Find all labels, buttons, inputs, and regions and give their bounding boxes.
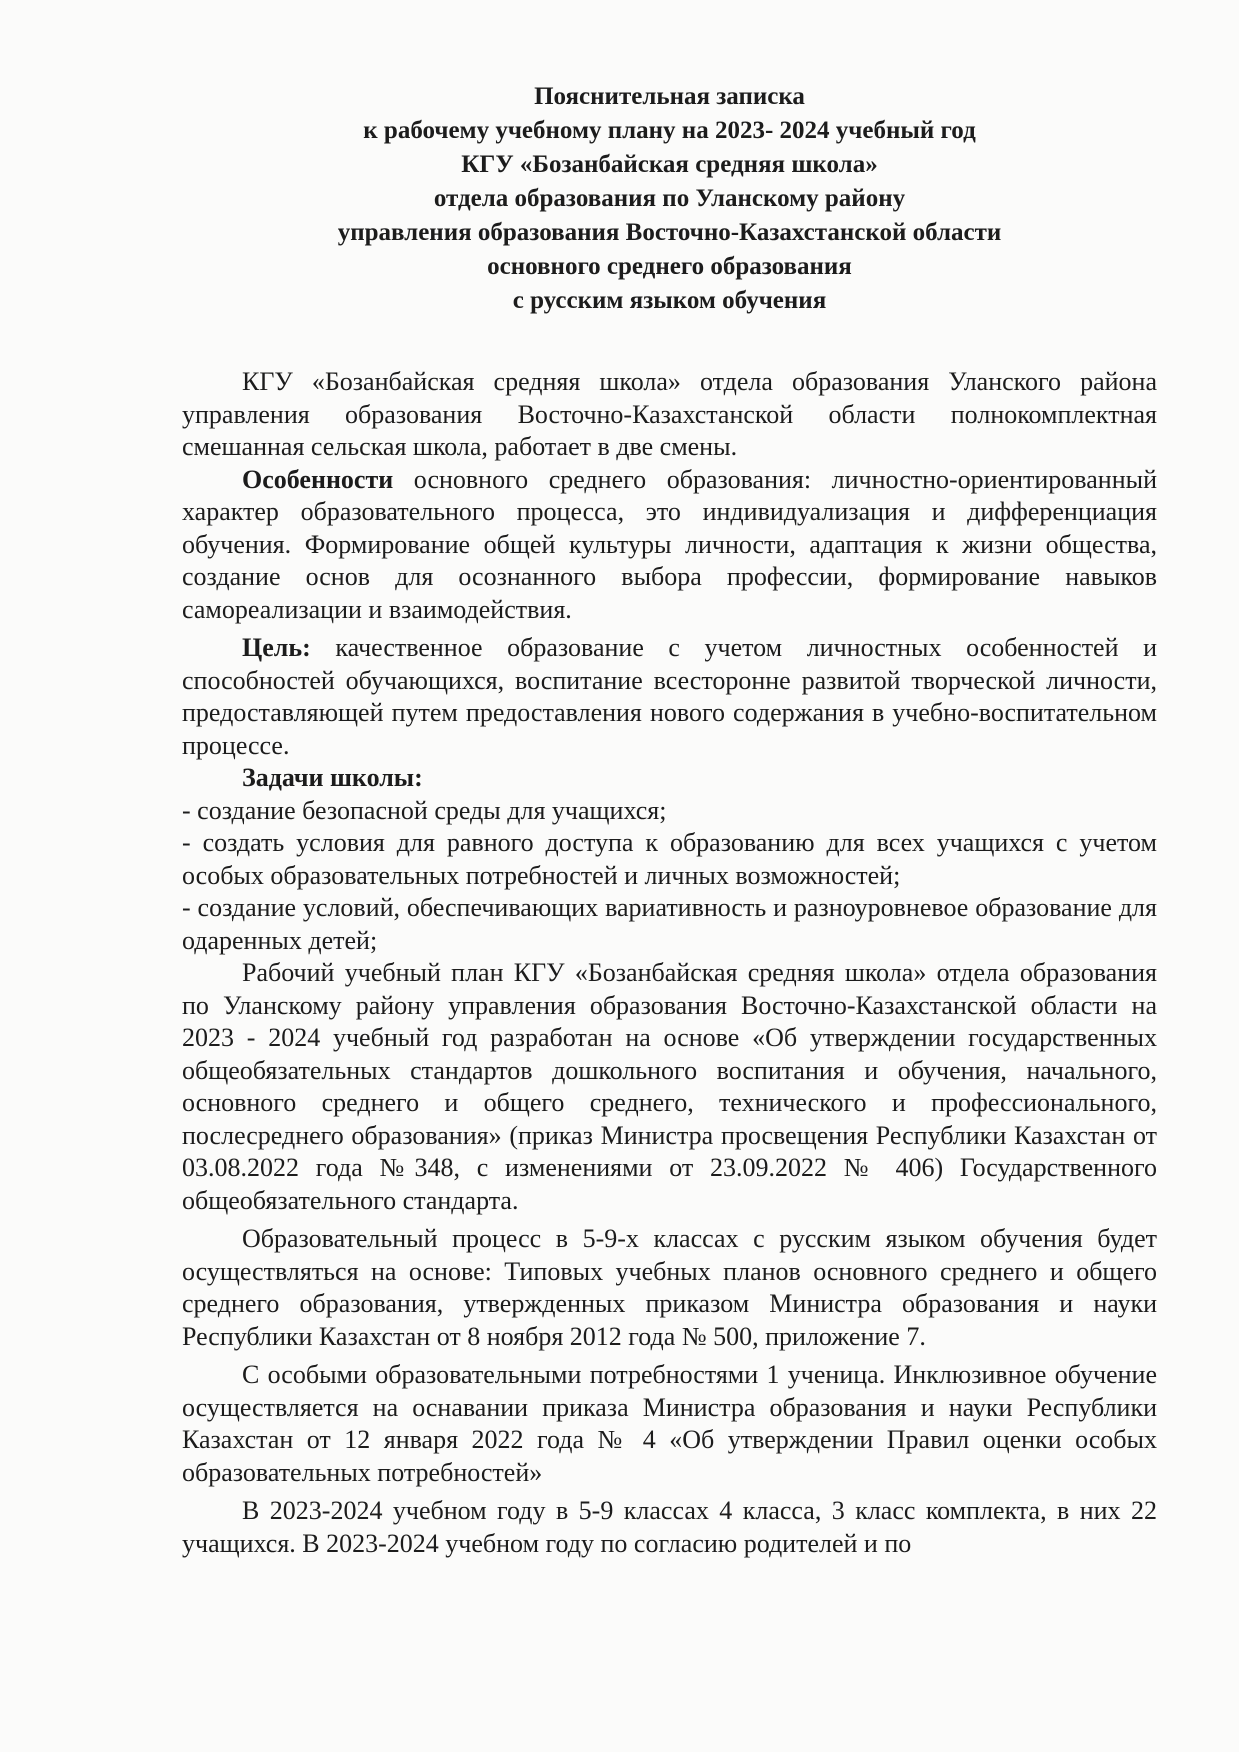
goal-paragraph <box>182 632 1157 762</box>
document-body <box>182 366 1157 1560</box>
intro-paragraph: КГУ «Бозанбайская средняя школа» отдела образования Уланского района управления образования Восточно-Казахстанской области полнокомплектная смешанная сельская школа, работает в две смены. <box>182 367 1157 461</box>
title-line: Пояснительная записка <box>534 83 805 110</box>
features-text: основного среднего образования: личностно-ориентированный характер образовательного процесса, это индивидуализация и дифференциация обучения. Формирование общей культуры личности, адаптация к жизни общества, создание основ для осознанного выбора профессии, формирование навыков самореализации и взаимодействия. <box>182 464 1157 624</box>
document-content <box>182 80 1157 1560</box>
classes-paragraph: В 2023-2024 учебном году в 5-9 классах 4 класса, 3 класс комплекта, в них 22 учащихся. В 2023-2024 учебном году по согласию родителей и по <box>182 1496 1157 1558</box>
list-item: - создание безопасной среды для учащихся; <box>182 795 667 825</box>
title-line: основного среднего образования <box>487 253 852 280</box>
plan-basis-paragraph: Рабочий учебный план КГУ «Бозанбайская средняя школа» отдела образования по Уланскому району управления образования Восточно-Казахстанской области на 2023 - 2024 учебный год разработан на основе «Об утверждении государственных общеобязательных стандартов дошкольного воспитания и обучения, начального, основного среднего и общего среднего, технического и профессионального, послесреднего образования» (приказ Министра просвещения Республики Казахстан от 03.08.2022 года №348, с изменениями от 23.09.2022 № 406) Государственного общеобязательного стандарта. <box>182 958 1157 1215</box>
title-line: отдела образования по Уланскому району <box>433 185 906 212</box>
title-line: к рабочему учебному плану на 2023- 2024 учебный год <box>363 117 976 144</box>
title-line: управления образования Восточно-Казахстанской области <box>337 219 1002 246</box>
inclusive-paragraph: С особыми образовательными потребностями 1 ученица. Инклюзивное обучение осуществляется на оснавании приказа Министра образования и науки Республики Казахстан от 12 января 2022 года № 4 «Об утверждении Правил оценки особых образовательных потребностей» <box>182 1360 1157 1487</box>
features-paragraph <box>182 464 1157 627</box>
document-title <box>182 80 1157 318</box>
goal-text: качественное образование с учетом личностных особенностей и способностей обучающихся, воспитание всесторонне развитой творческой личности, предоставляющей путем предоставления нового содержания в учебно-воспитательном процессе. <box>182 633 1157 760</box>
tasks-heading: Задачи школы: <box>242 763 423 792</box>
goal-label: Цель: <box>242 633 311 662</box>
list-item: - создание условий, обеспечивающих вариативность и разноуровневое образование для одаренных детей; <box>182 893 1157 955</box>
process-paragraph: Образовательный процесс в 5-9-х классах с русским языком обучения будет осуществляться на основе: Типовых учебных планов основного среднего и общего среднего образования, утвержденных приказом Министра образования и науки Республики Казахстан от 8 ноября 2012 года № 500, приложение 7. <box>182 1224 1157 1351</box>
title-line: с русским языком обучения <box>512 287 827 314</box>
list-item: - создать условия для равного доступа к образованию для всех учащихся с учетом особых образовательных потребностей и личных возможностей; <box>182 828 1157 890</box>
features-label: Особенности <box>242 464 394 494</box>
title-line: КГУ «Бозанбайская средняя школа» <box>461 151 878 178</box>
